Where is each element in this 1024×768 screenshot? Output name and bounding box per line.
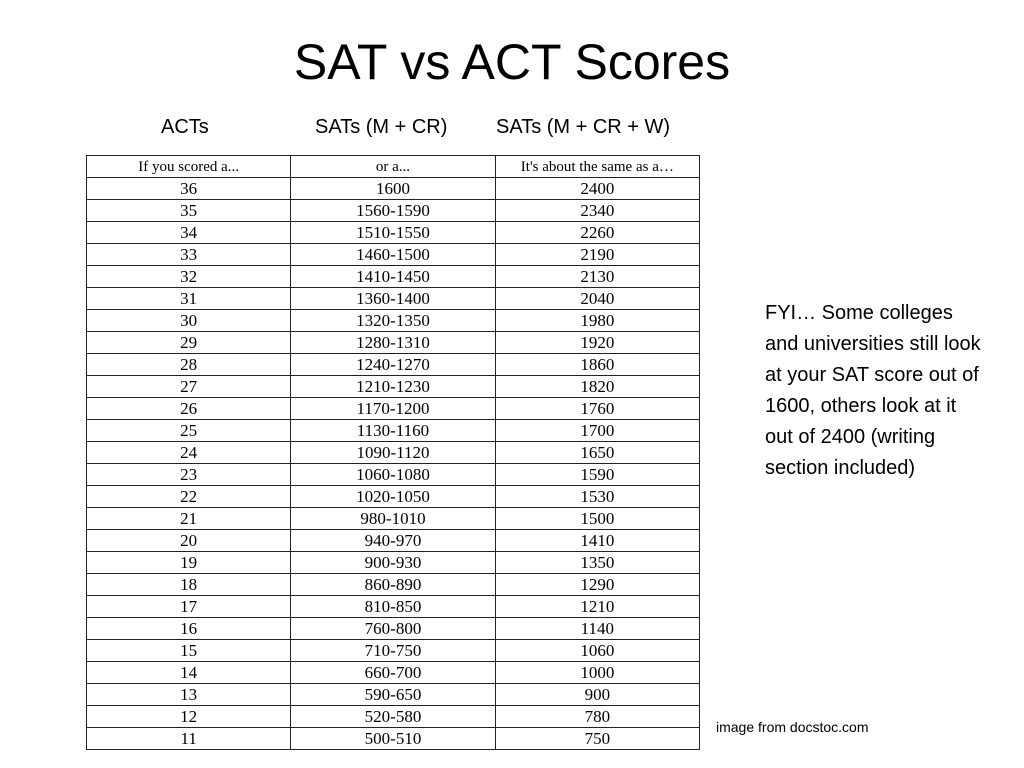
sat-2400-cell: 1210: [495, 596, 699, 618]
act-score-cell: 14: [87, 662, 291, 684]
table-row: [87, 464, 700, 486]
sat-1600-cell: 590-650: [291, 684, 495, 706]
table-row: [87, 222, 700, 244]
act-score-cell: 33: [87, 244, 291, 266]
table-row: [87, 332, 700, 354]
table-row: [87, 354, 700, 376]
sat-2400-cell: 1760: [495, 398, 699, 420]
table-row: [87, 552, 700, 574]
table-row: [87, 684, 700, 706]
act-score-cell: 35: [87, 200, 291, 222]
sat-2400-cell: 750: [495, 728, 699, 750]
act-score-cell: 29: [87, 332, 291, 354]
act-score-cell: 17: [87, 596, 291, 618]
column-label-sat-m-cr-w: SATs (M + CR + W): [496, 116, 671, 138]
sat-2400-cell: 2130: [495, 266, 699, 288]
sat-2400-cell: 2190: [495, 244, 699, 266]
sat-1600-cell: 980-1010: [291, 508, 495, 530]
table-row: [87, 728, 700, 750]
header-sat-1600: or a...: [291, 156, 495, 178]
act-score-cell: 26: [87, 398, 291, 420]
act-score-cell: 27: [87, 376, 291, 398]
act-score-cell: 23: [87, 464, 291, 486]
score-conversion-table: [86, 155, 700, 750]
table-row: [87, 442, 700, 464]
sat-2400-cell: 2340: [495, 200, 699, 222]
act-score-cell: 16: [87, 618, 291, 640]
sat-2400-cell: 1650: [495, 442, 699, 464]
sat-2400-cell: 1350: [495, 552, 699, 574]
table-row: [87, 266, 700, 288]
sat-2400-cell: 1530: [495, 486, 699, 508]
sat-1600-cell: 860-890: [291, 574, 495, 596]
table-row: [87, 662, 700, 684]
sat-1600-cell: 1210-1230: [291, 376, 495, 398]
table-body: [87, 178, 700, 750]
sat-1600-cell: 760-800: [291, 618, 495, 640]
table-row: [87, 200, 700, 222]
table-row: [87, 178, 700, 200]
sat-2400-cell: 1700: [495, 420, 699, 442]
sat-2400-cell: 900: [495, 684, 699, 706]
act-score-cell: 20: [87, 530, 291, 552]
sat-1600-cell: 1240-1270: [291, 354, 495, 376]
sat-2400-cell: 1140: [495, 618, 699, 640]
sat-1600-cell: 1360-1400: [291, 288, 495, 310]
sat-2400-cell: 1980: [495, 310, 699, 332]
sat-2400-cell: 1820: [495, 376, 699, 398]
table-row: [87, 530, 700, 552]
table-row: [87, 618, 700, 640]
column-label-sat-m-cr: SATs (M + CR): [315, 116, 448, 138]
table-row: [87, 244, 700, 266]
sat-1600-cell: 660-700: [291, 662, 495, 684]
act-score-cell: 12: [87, 706, 291, 728]
sat-1600-cell: 1510-1550: [291, 222, 495, 244]
act-score-cell: 18: [87, 574, 291, 596]
table-header-row: [87, 156, 700, 178]
table-row: [87, 596, 700, 618]
act-score-cell: 30: [87, 310, 291, 332]
header-sat-2400: It's about the same as a…: [495, 156, 699, 178]
sat-1600-cell: 1130-1160: [291, 420, 495, 442]
fyi-note: FYI… Some colleges and universities still look at your SAT score out of 1600, others look at it out of 2400 (writing section included): [765, 302, 981, 479]
table-row: [87, 310, 700, 332]
sat-1600-cell: 1170-1200: [291, 398, 495, 420]
sat-2400-cell: 1060: [495, 640, 699, 662]
sat-1600-cell: 520-580: [291, 706, 495, 728]
sat-2400-cell: 780: [495, 706, 699, 728]
act-score-cell: 11: [87, 728, 291, 750]
sat-1600-cell: 1090-1120: [291, 442, 495, 464]
act-score-cell: 22: [87, 486, 291, 508]
sat-2400-cell: 1500: [495, 508, 699, 530]
sat-1600-cell: 900-930: [291, 552, 495, 574]
sat-1600-cell: 940-970: [291, 530, 495, 552]
sat-1600-cell: 1320-1350: [291, 310, 495, 332]
sat-1600-cell: 1460-1500: [291, 244, 495, 266]
table-row: [87, 398, 700, 420]
sat-2400-cell: 1410: [495, 530, 699, 552]
act-score-cell: 36: [87, 178, 291, 200]
sat-1600-cell: 1060-1080: [291, 464, 495, 486]
act-score-cell: 32: [87, 266, 291, 288]
sat-2400-cell: 2040: [495, 288, 699, 310]
slide-title: SAT vs ACT Scores: [293, 34, 731, 90]
sat-1600-cell: 1280-1310: [291, 332, 495, 354]
act-score-cell: 28: [87, 354, 291, 376]
table-row: [87, 508, 700, 530]
table-row: [87, 574, 700, 596]
sat-2400-cell: 1590: [495, 464, 699, 486]
sat-2400-cell: 2260: [495, 222, 699, 244]
table-row: [87, 486, 700, 508]
sat-2400-cell: 1920: [495, 332, 699, 354]
sat-1600-cell: 1410-1450: [291, 266, 495, 288]
sat-2400-cell: 1860: [495, 354, 699, 376]
sat-1600-cell: 500-510: [291, 728, 495, 750]
header-act-score: If you scored a...: [87, 156, 291, 178]
sat-2400-cell: 2400: [495, 178, 699, 200]
column-label-act: ACTs: [161, 116, 209, 138]
table-row: [87, 640, 700, 662]
act-score-cell: 21: [87, 508, 291, 530]
sat-1600-cell: 710-750: [291, 640, 495, 662]
act-score-cell: 34: [87, 222, 291, 244]
act-score-cell: 31: [87, 288, 291, 310]
sat-2400-cell: 1290: [495, 574, 699, 596]
table-row: [87, 420, 700, 442]
act-score-cell: 13: [87, 684, 291, 706]
table-row: [87, 376, 700, 398]
act-score-cell: 25: [87, 420, 291, 442]
act-score-cell: 15: [87, 640, 291, 662]
sat-1600-cell: 810-850: [291, 596, 495, 618]
act-score-cell: 19: [87, 552, 291, 574]
sat-1600-cell: 1560-1590: [291, 200, 495, 222]
sat-1600-cell: 1600: [291, 178, 495, 200]
sat-1600-cell: 1020-1050: [291, 486, 495, 508]
table-row: [87, 288, 700, 310]
sat-2400-cell: 1000: [495, 662, 699, 684]
image-credit: image from docstoc.com: [716, 719, 869, 735]
table-row: [87, 706, 700, 728]
act-score-cell: 24: [87, 442, 291, 464]
